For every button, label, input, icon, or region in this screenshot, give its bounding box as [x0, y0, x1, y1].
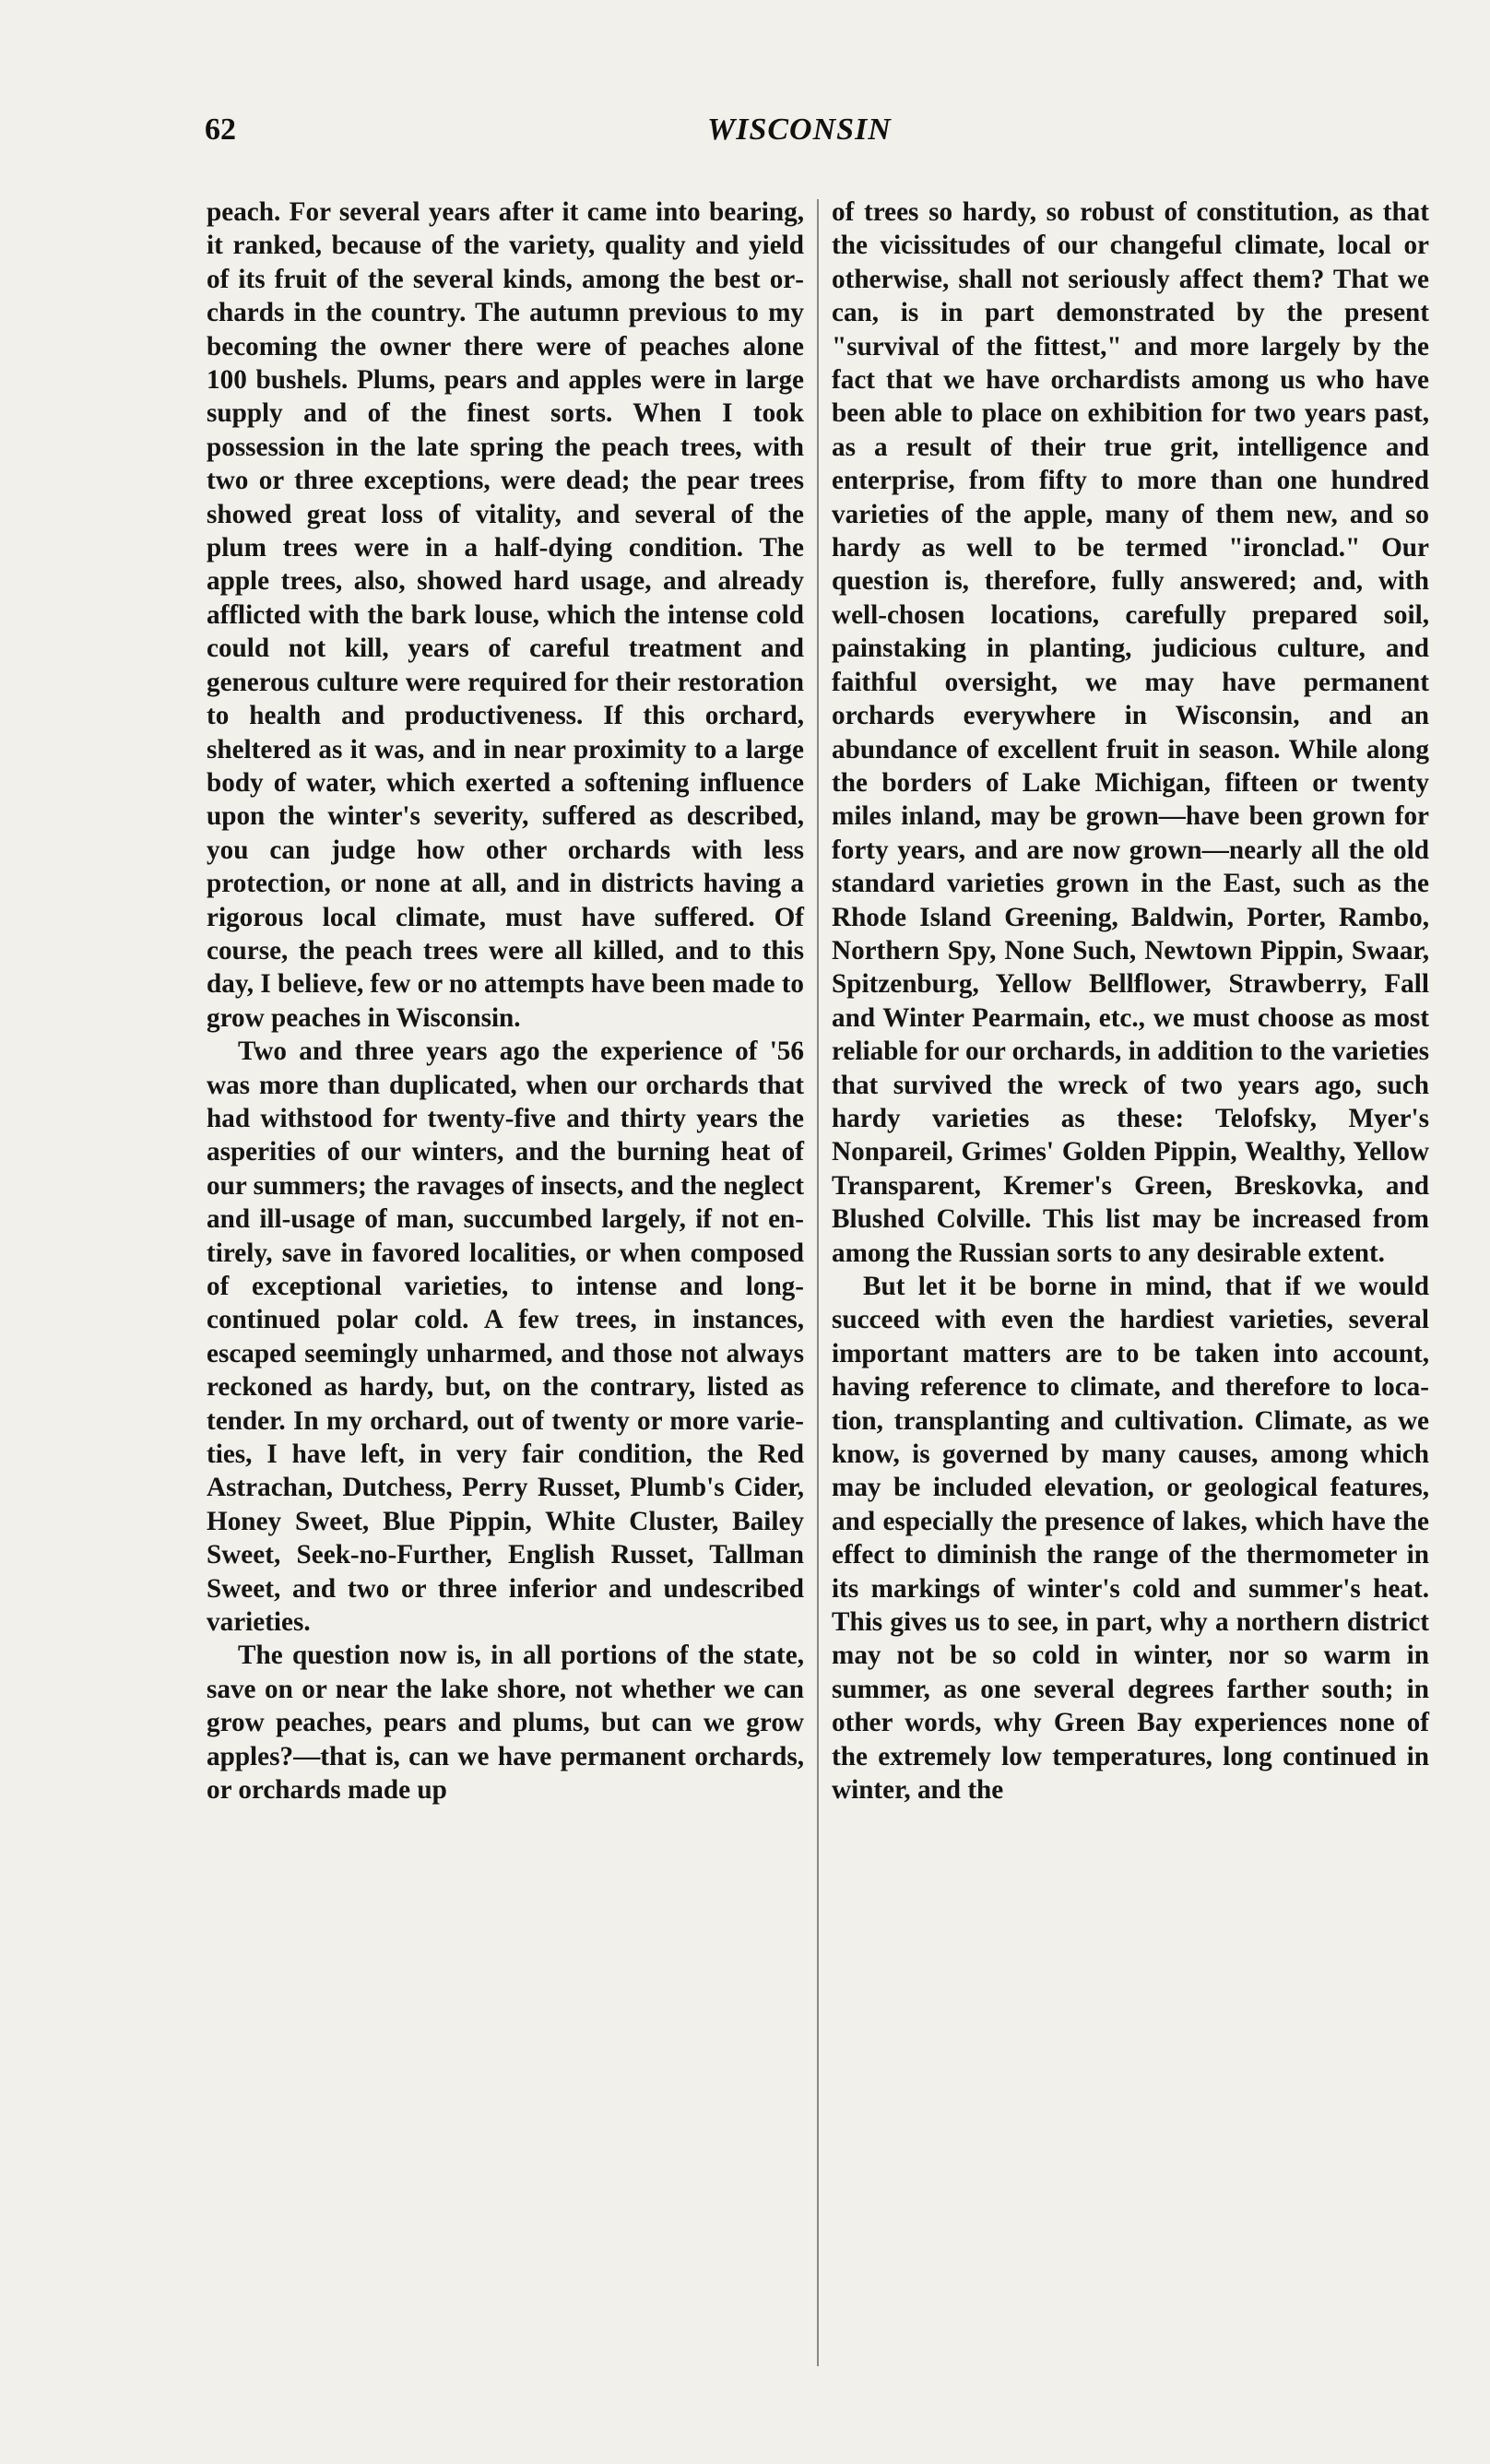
paragraph: The question now is, in all portions of the state, save on or near the lake shore, not whether we can grow peaches, pears and plums, but can we grow apples?—that is, can we have permanent orchards, or orchards made up	[207, 1641, 804, 1806]
right-column	[832, 195, 1429, 1807]
left-column	[207, 195, 804, 1807]
paragraph: peach. For several years after it came into bearing, it ranked, because of the variety, quality and yield of its fruit of the several kinds, among the best orchards in the country. The autumn previous to my becoming the owner there were of peaches alone 100 bushels. Plums, pears and apples were in large supply and of the finest sorts. When I took possession in the late spring the peach trees, with two or three exceptions, were dead; the pear trees showed great loss of vitality, and several of the plum trees were in a half-dying condition. The apple trees, also, showed hard usage, and already afflicted with the bark louse, which the intense cold could not kill, years of careful treatment and generous culture were required for their restoration to health and productiveness. If this orchard, sheltered as it was, and in near proximity to a large body of water, which exerted a softening influence upon the winter's severity, suffered as described, you can judge how other orchards with less protection, or none at all, and in districts having a rigorous local climate, must have suffered. Of course, the peach trees were all killed, and to this day, I believe, few or no attempts have been made to grow peaches in Wisconsin.	[207, 197, 805, 1033]
column-divider	[817, 199, 819, 2366]
running-title: WISCONSIN	[707, 113, 892, 147]
paragraph: of trees so hardy, so robust of constitution, as that the vicissitudes of our changeful climate, local or otherwise, shall not seriously affect them? That we can, is in part demonstrated by the present "survival of the fittest," and more largely by the fact that we have orchardists among us who have been able to place on exhibition for two years past, as a result of their true grit, intelligence and enterprise, from fifty to more than one hundred varieties of the apple, many of them new, and so hardy as well to be termed "ironclad." Our question is, therefore, fully answered; and, with well-chosen locations, carefully prepared soil, painstaking in planting, judicious culture, and faithful oversight, we may have permanent orchards everywhere in Wisconsin, and an abundance of excellent fruit in season. While along the borders of Lake Michigan, fifteen or twenty miles inland, may be grown—have been grown for forty years, and are now grown—nearly all the old standard varieties grown in the East, such as the Rhode Island Greening, Baldwin, Porter, Rambo, Northern Spy, None Such, Newtown Pippin, Swaar, Spitzenburg, Yellow Bellflower, Strawberry, Fall and Winter Pearmain, etc., we must choose as most reliable for our orchards, in addition to the varieties that survived the wreck of two years ago, such hardy varieties as these: Telofsky, Myer's Nonpareil, Grimes' Golden Pippin, Wealthy, Yellow Transparent, Kremer's Green, Breskovka, and Blushed Colville. This list may be increased from among the Russian sorts to any desirable extent.	[832, 197, 1429, 1268]
page-number: 62	[205, 113, 236, 147]
paragraph: But let it be borne in mind, that if we would succeed with even the hardiest varieties, several important matters are to be taken into account, having reference to climate, and therefore to location, transplanting and cultivation. Climate, as we know, is governed by many causes, among which may be included elevation, or geological features, and especially the presence of lakes, which have the effect to diminish the range of the thermometer in its markings of winter's cold and summer's heat. This gives us to see, in part, why a northern district may not be so cold in winter, nor so warm in summer, as one several degrees farther south; in other words, why Green Bay experiences none of the extremely low temperatures, long continued in winter, and the	[832, 1272, 1429, 1806]
page-header	[205, 113, 1293, 159]
paragraph: Two and three years ago the experience of '56 was more than duplicated, when our orchards that had withstood for twenty-five and thirty years the asperities of our winters, and the burning heat of our summers; the ravages of insects, and the neglect and ill-usage of man, succumbed largely, if not entirely, save in favored localities, or when composed of exceptional varieties, to intense and long-continued polar cold. A few trees, in instances, escaped seemingly unharmed, and those not always reckoned as hardy, but, on the contrary, listed as tender. In my orchard, out of twenty or more varieties, I have left, in very fair condition, the Red Astrachan, Dutchess, Perry Russet, Plumb's Cider, Honey Sweet, Blue Pippin, White Cluster, Bailey Sweet, Seek-no-Further, English Russet, Tallman Sweet, and two or three inferior and undescribed varieties.	[207, 1037, 804, 1638]
text-columns	[207, 195, 1429, 2390]
